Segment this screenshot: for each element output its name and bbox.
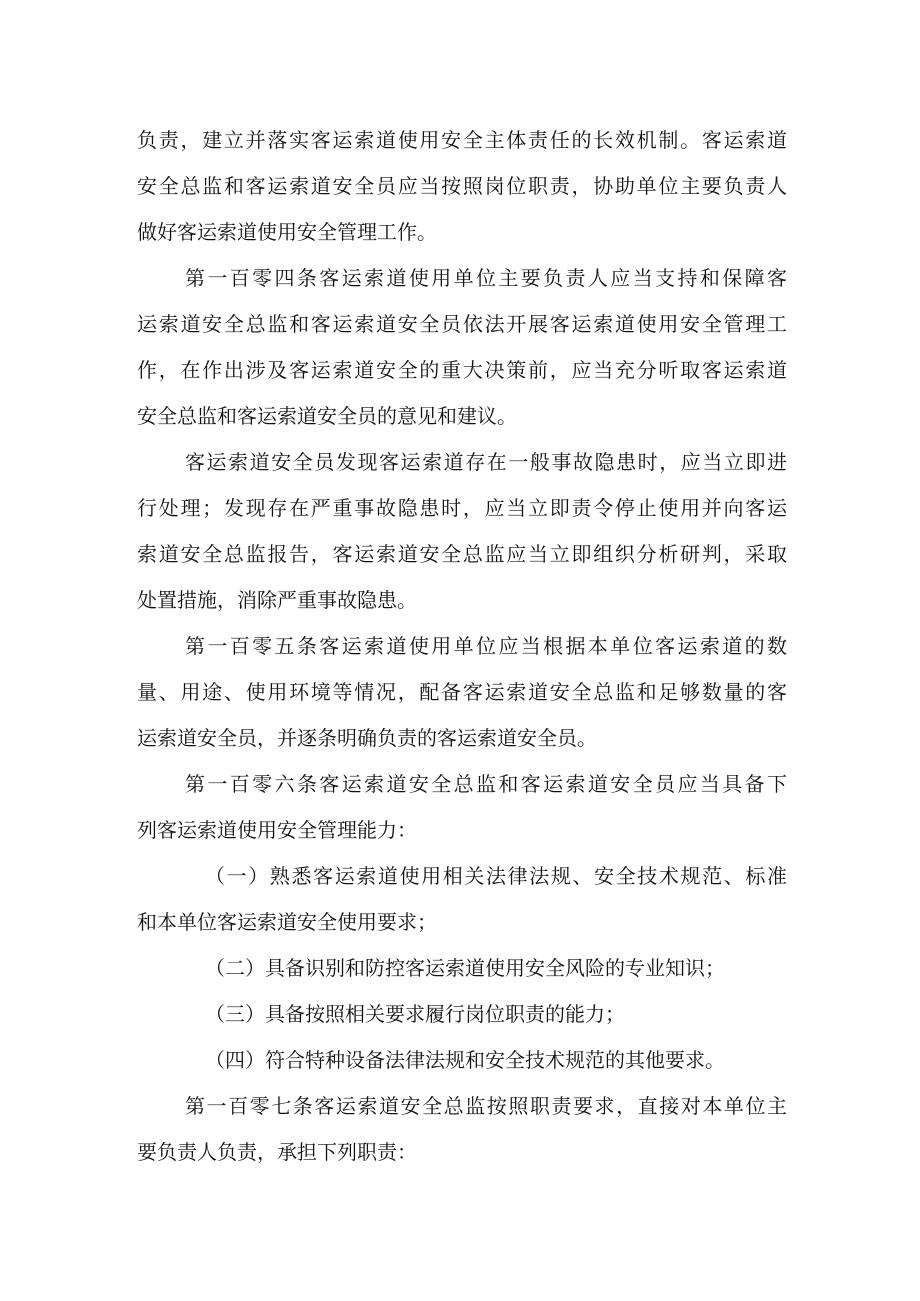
paragraph-line: 做好客运索道使用安全管理工作。 xyxy=(137,220,437,244)
article-106-item-4-line: （四）符合特种设备法律法规和安全技术规范的其他要求。 xyxy=(205,1048,725,1072)
article-107-line: 要负责人负责，承担下列职责： xyxy=(137,1140,417,1164)
paragraph-line: 负责，建立并落实客运索道使用安全主体责任的长效机制。客运索道 xyxy=(137,128,787,152)
article-107-line: 第一百零七条客运索道安全总监按照职责要求，直接对本单位主 xyxy=(185,1094,787,1118)
article-106-item-2-line: （二）具备识别和防控客运索道使用安全风险的专业知识； xyxy=(205,956,725,980)
article-104-line: 第一百零四条客运索道使用单位主要负责人应当支持和保障客 xyxy=(185,266,787,290)
article-104-para-2-line: 客运索道安全员发现客运索道存在一般事故隐患时，应当立即进 xyxy=(185,450,787,474)
article-106-item-3-line: （三）具备按照相关要求履行岗位职责的能力； xyxy=(205,1002,625,1026)
article-106-item-1-line: 和本单位客运索道安全使用要求； xyxy=(137,910,437,934)
article-106-line: 列客运索道使用安全管理能力： xyxy=(137,818,417,842)
article-104-para-2-line: 行处理；发现存在严重事故隐患时，应当立即责令停止使用并向客运 xyxy=(137,496,787,520)
article-105-line: 量、用途、使用环境等情况，配备客运索道安全总监和足够数量的客 xyxy=(137,680,787,704)
article-106-item-1-line: （一）熟悉客运索道使用相关法律法规、安全技术规范、标准 xyxy=(205,864,787,888)
article-104-line: 运索道安全总监和客运索道安全员依法开展客运索道使用安全管理工 xyxy=(137,312,787,336)
article-104-line: 安全总监和客运索道安全员的意见和建议。 xyxy=(137,404,517,428)
article-105-line: 第一百零五条客运索道使用单位应当根据本单位客运索道的数 xyxy=(185,634,787,658)
article-105-line: 运索道安全员，并逐条明确负责的客运索道安全员。 xyxy=(137,726,597,750)
article-104-line: 作，在作出涉及客运索道安全的重大决策前，应当充分听取客运索道 xyxy=(137,358,787,382)
article-104-para-2-line: 处置措施，消除严重事故隐患。 xyxy=(137,588,417,612)
paragraph-line: 安全总监和客运索道安全员应当按照岗位职责，协助单位主要负责人 xyxy=(137,174,787,198)
article-104-para-2-line: 索道安全总监报告，客运索道安全总监应当立即组织分析研判，采取 xyxy=(137,542,787,566)
article-106-line: 第一百零六条客运索道安全总监和客运索道安全员应当具备下 xyxy=(185,772,787,796)
